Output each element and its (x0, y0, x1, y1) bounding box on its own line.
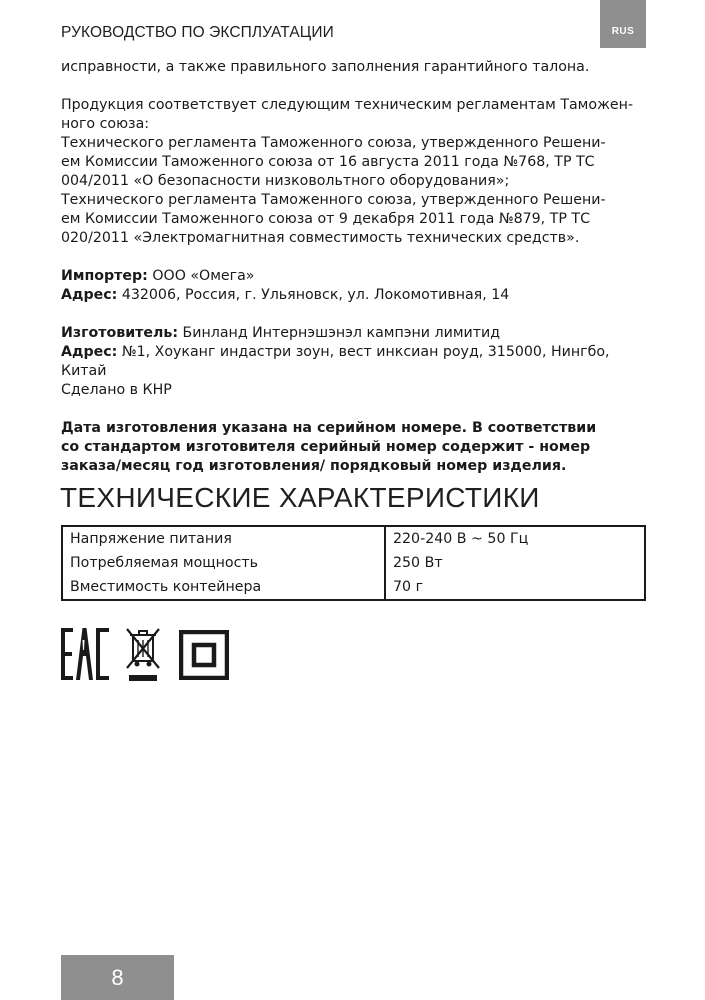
page-number: 8 (61, 955, 174, 1000)
text-line: Дата изготовления указана на серийном номере. В соответствии (61, 420, 597, 436)
warranty-paragraph: исправности, а также правильного заполнения гарантийного талона. (61, 59, 590, 75)
text-line: со стандартом изготовителя серийный номер содержит - номер (61, 439, 591, 455)
manufacturer-address-label: Адрес: (61, 344, 118, 360)
manufacturer-label: Изготовитель: (61, 325, 179, 341)
importer-value: ООО «Омега» (147, 268, 255, 284)
text-line: Продукция соответствует следующим техническим регламентам Таможен- (61, 97, 633, 113)
made-in-line: Сделано в КНР (61, 382, 172, 398)
specs-table (61, 525, 646, 601)
text-line: заказа/месяц год изготовления/ порядковый номер изделия. (61, 458, 567, 474)
text-line: Технического регламента Таможенного союза, утвержденного Решени- (61, 192, 606, 208)
value-cell: 70 г (393, 579, 424, 595)
text-line: 020/2011 «Электромагнитная совместимость технических средств». (61, 230, 580, 246)
header-title: РУКОВОДСТВО ПО ЭКСПЛУАТАЦИИ (61, 24, 334, 41)
value-cell: 220-240 В ~ 50 Гц (393, 531, 529, 547)
manufacturer-value: Бинланд Интернэшэнэл кампэни лимитид (178, 325, 501, 341)
manufacturer-line (61, 324, 647, 343)
text-line: 004/2011 «О безопасности низковольтного оборудования»; (61, 173, 510, 189)
value-cell: 250 Вт (393, 555, 443, 571)
manual-body (61, 58, 647, 476)
language-tab: RUS (600, 0, 646, 48)
importer-line (61, 267, 647, 286)
date-note (61, 419, 647, 476)
importer-address-value: 432006, Россия, г. Ульяновск, ул. Локомотивная, 14 (117, 287, 510, 303)
text-line: Технического регламента Таможенного союза, утвержденного Решени- (61, 135, 606, 151)
table-row (62, 551, 645, 575)
eac-mark-icon (61, 628, 109, 680)
text-line: ем Комиссии Таможенного союза от 16 августа 2011 года №768, ТР ТС (61, 154, 595, 170)
text-line: ем Комиссии Таможенного союза от 9 декабря 2011 года №879, ТР ТС (61, 211, 590, 227)
manufacturer-address-line2: Китай (61, 363, 107, 379)
importer-label: Импортер: (61, 268, 148, 284)
weee-crossed-bin-icon (123, 628, 163, 682)
table-row (62, 575, 645, 600)
manufacturer-address-line (61, 343, 647, 362)
text-line: ного союза: (61, 116, 150, 132)
param-cell: Вместимость контейнера (62, 575, 385, 600)
regulations-paragraph (61, 96, 647, 248)
specs-title: ТЕХНИЧЕСКИЕ ХАРАКТЕРИСТИКИ (60, 482, 540, 513)
importer-address-line (61, 286, 647, 305)
importer-address-label: Адрес: (61, 287, 118, 303)
manufacturer-address-value: №1, Хоуканг индастри зоун, вест инксиан роуд, 315000, Нингбо, (117, 344, 610, 360)
table-row (62, 526, 645, 551)
double-insulation-icon (179, 630, 229, 680)
param-cell: Потребляемая мощность (62, 551, 385, 575)
param-cell: Напряжение питания (62, 526, 385, 551)
